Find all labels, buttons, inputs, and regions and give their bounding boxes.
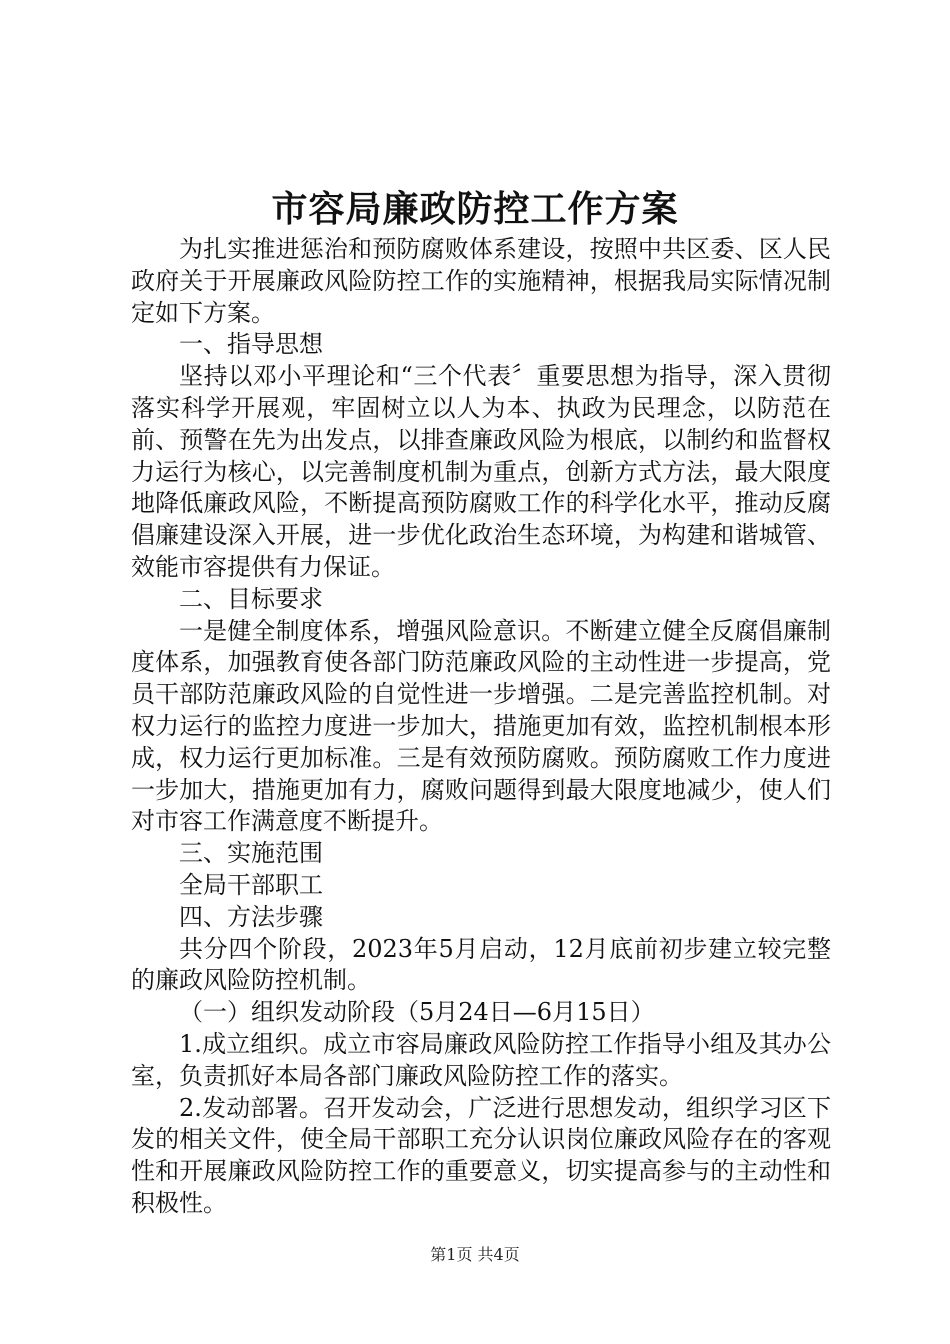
methods-paragraph: 共分四个阶段，2023年5月启动，12月底前初步建立较完整的廉政风险防控机制。 xyxy=(131,934,831,995)
section-heading-methods: 四、方法步骤 xyxy=(179,902,323,931)
step-two-paragraph: 2.发动部署。召开发动会，广泛进行思想发动，组织学习区下发的相关文件，使全局干部职工充分认识岗位廉政风险存在的客观性和开展廉政风险防控工作的重要意义，切实提高参与的主动性和积极性。 xyxy=(131,1093,831,1217)
page-footer: 第1页 共4页 xyxy=(430,1245,520,1264)
intro-paragraph: 为扎实推进惩治和预防腐败体系建设，按照中共区委、区人民政府关于开展廉政风险防控工作的实施精神，根据我局实际情况制定如下方案。 xyxy=(131,235,831,327)
goals-paragraph: 一是健全制度体系，增强风险意识。不断建立健全反腐倡廉制度体系，加强教育使各部门防范廉政风险的主动性进一步提高，党员干部防范廉政风险的自觉性进一步增强。二是完善监控机制。对权力运行的监控力度进一步加大，措施更加有效，监控机制根本形成，权力运行更加标准。三是有效预防腐败。预防腐败工作力度进一步加大，措施更加有力，腐败问题得到最大限度地减少，使人们对市容工作满意度不断提升。 xyxy=(131,616,831,836)
guiding-ideology-paragraph: 坚持以邓小平理论和“三个代表〞重要思想为指导，深入贯彻落实科学开展观，牢固树立以人为本、执政为民理念，以防范在前、预警在先为出发点，以排查廉政风险为根底，以制约和监督权力运行为核心，以完善制度机制为重点，创新方式方法，最大限度地降低廉政风险，不断提高预防腐败工作的科学化水平，推动反腐倡廉建设深入开展，进一步优化政治生态环境，为构建和谐城管、效能市容提供有力保证。 xyxy=(131,362,831,581)
document-body xyxy=(131,234,831,1220)
section-heading-guiding-ideology: 一、指导思想 xyxy=(179,330,323,359)
section-heading-goals: 二、目标要求 xyxy=(179,584,323,613)
scope-paragraph: 全局干部职工 xyxy=(179,870,323,899)
step-one-paragraph: 1.成立组织。成立市容局廉政风险防控工作指导小组及其办公室，负责抓好本局各部门廉政风险防控工作的落实。 xyxy=(131,1029,831,1090)
document-title: 市容局廉政防控工作方案 xyxy=(271,188,679,230)
stage-one-heading: （一）组织发动阶段（5月24日—6月15日） xyxy=(179,998,655,1027)
section-heading-scope: 三、实施范围 xyxy=(179,839,323,868)
